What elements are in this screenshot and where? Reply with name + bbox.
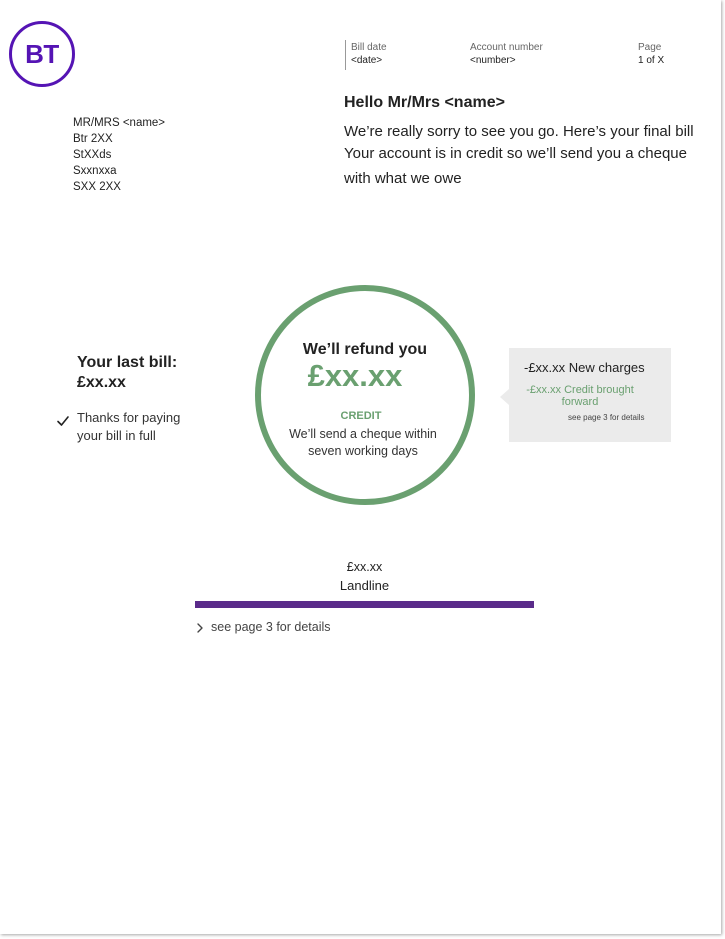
greeting-title: Hello Mr/Mrs <name> bbox=[344, 94, 505, 111]
credit-brought-line-2: forward bbox=[561, 396, 599, 408]
address-line: StXXds bbox=[73, 149, 112, 161]
landline-amount: £xx.xx bbox=[346, 560, 383, 574]
page-number-block bbox=[638, 41, 664, 67]
greeting-line-3: with what we owe bbox=[344, 170, 462, 187]
bt-logo bbox=[9, 21, 75, 87]
last-bill-label: Your last bill: bbox=[77, 354, 178, 371]
account-number-block bbox=[470, 41, 543, 67]
landline-label: Landline bbox=[339, 578, 390, 593]
refund-circle bbox=[255, 285, 475, 505]
address-line: Btr 2XX bbox=[73, 133, 113, 145]
refund-amount: £xx.xx bbox=[307, 358, 403, 393]
meta-divider bbox=[345, 40, 346, 70]
address-line: SXX 2XX bbox=[73, 181, 121, 193]
bill-date-block bbox=[351, 41, 387, 67]
page-label: Page bbox=[638, 42, 662, 53]
bill-date-value: <date> bbox=[351, 55, 383, 66]
callout-see-page: see page 3 for details bbox=[568, 413, 645, 422]
thanks-line-2: your bill in full bbox=[77, 428, 156, 443]
new-charges: -£xx.xx New charges bbox=[524, 360, 645, 375]
chevron-right-icon[interactable] bbox=[195, 622, 205, 634]
landline-bar-fill bbox=[195, 601, 534, 608]
page-value: 1 of X bbox=[638, 55, 665, 66]
landline-bar bbox=[195, 601, 534, 608]
cheque-line-2: seven working days bbox=[308, 444, 418, 458]
credit-label: CREDIT bbox=[340, 410, 382, 422]
address-line: Sxxnxxa bbox=[73, 165, 117, 177]
greeting-message bbox=[344, 121, 719, 190]
cheque-message bbox=[255, 426, 471, 460]
address-line: MR/MRS <name> bbox=[73, 117, 166, 129]
bill-date-label: Bill date bbox=[351, 42, 387, 53]
credit-brought-forward bbox=[520, 384, 640, 408]
see-details-link[interactable]: see page 3 for details bbox=[211, 620, 331, 634]
greeting-line-2: Your account is in credit so we’ll send you a cheque bbox=[344, 145, 687, 162]
last-bill-amount: £xx.xx bbox=[77, 374, 126, 391]
bt-logo-text: BT bbox=[25, 38, 59, 69]
checkmark-icon bbox=[56, 414, 70, 428]
refund-title: We’ll refund you bbox=[302, 341, 428, 358]
thanks-line-1: Thanks for paying bbox=[77, 410, 181, 425]
account-number-value: <number> bbox=[470, 55, 516, 66]
greeting-line-1: We’re really sorry to see you go. Here’s your final bill bbox=[344, 123, 694, 140]
cheque-line-1: We’ll send a cheque within bbox=[289, 427, 437, 441]
credit-brought-line-1: -£xx.xx Credit brought bbox=[526, 384, 634, 396]
customer-address bbox=[73, 115, 165, 195]
callout-pointer bbox=[500, 389, 509, 405]
account-number-label: Account number bbox=[470, 42, 543, 53]
thanks-message bbox=[77, 409, 180, 445]
